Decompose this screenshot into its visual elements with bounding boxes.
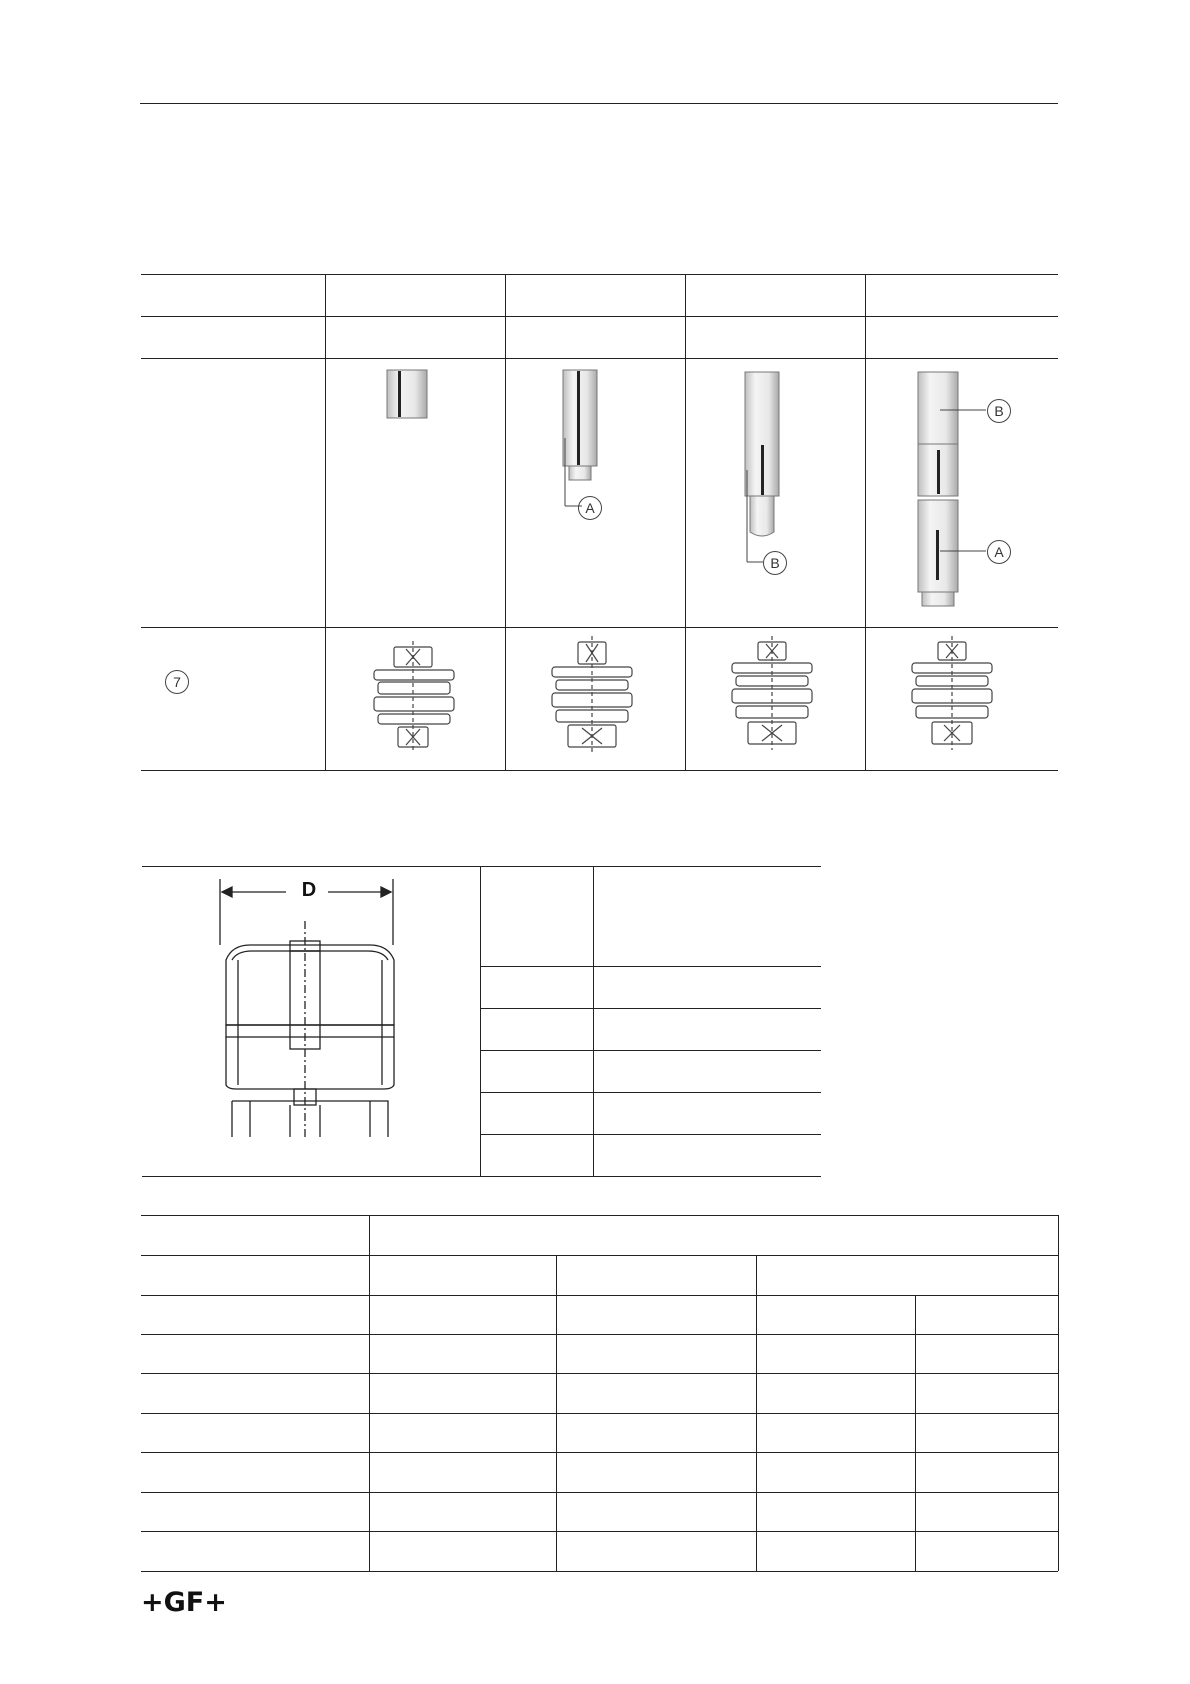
shaft-with-adapter-b-image — [735, 370, 815, 570]
row-callout-7: 7 — [165, 670, 189, 694]
coupling-drawing-3 — [728, 640, 818, 755]
actuator-drawing — [210, 875, 410, 1137]
callout-a-2: A — [987, 540, 1011, 564]
callout-a-1: A — [578, 496, 602, 520]
callout-b-2: B — [987, 399, 1011, 423]
coupling-drawing-1 — [370, 645, 460, 755]
gf-logo: +GF+ — [141, 1587, 227, 1618]
dimension-label-d: D — [301, 879, 317, 901]
coupling-drawing-4 — [908, 640, 998, 755]
callout-b-1: B — [763, 551, 787, 575]
shaft-short-image — [380, 368, 440, 428]
header-rule — [140, 103, 1058, 104]
coupling-drawing-2 — [548, 640, 638, 755]
